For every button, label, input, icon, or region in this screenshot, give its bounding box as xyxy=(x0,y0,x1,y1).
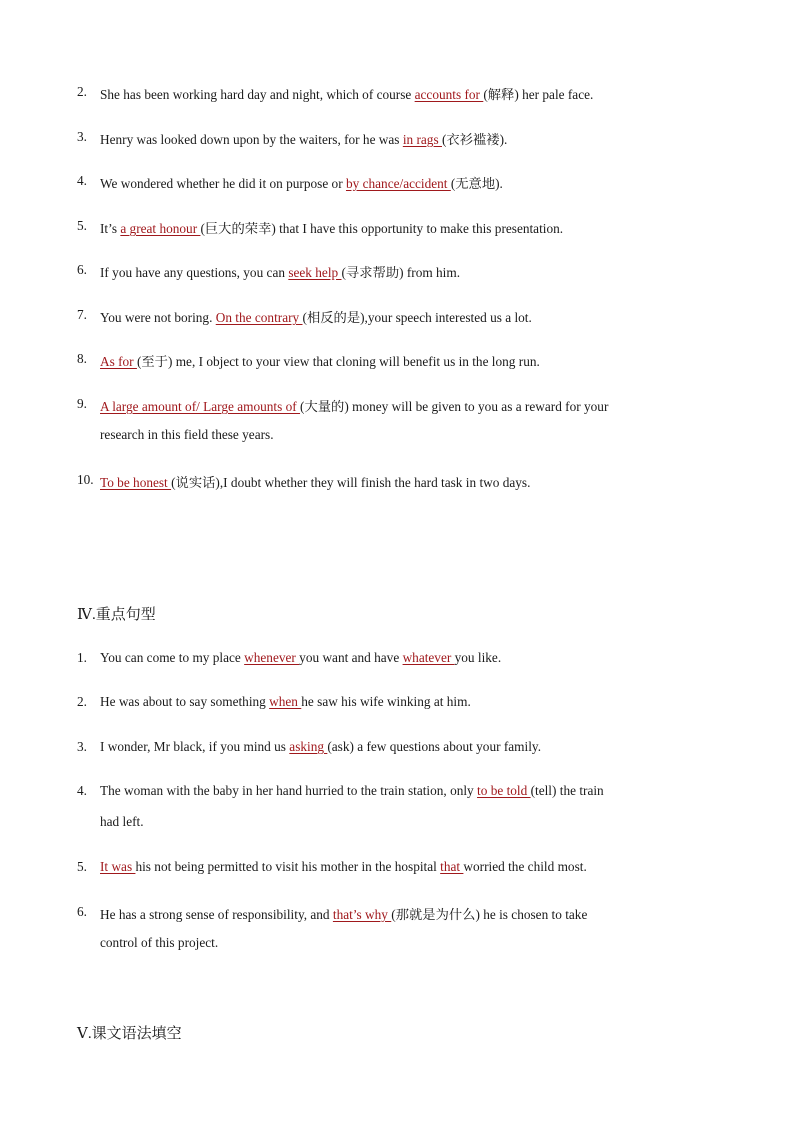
list-item: He was about to say something when he saw his wife winking at him. xyxy=(100,694,471,709)
answer: that xyxy=(440,859,464,874)
list-item: If you have any questions, you can seek help (寻求帮助) from him. xyxy=(100,265,461,280)
section-5-heading: Ⅴ.课文语法填空 xyxy=(77,1026,182,1042)
answer: when xyxy=(269,694,302,709)
item-number: 2. xyxy=(77,694,87,709)
list-item: We wondered whether he did it on purpose or by chance/accident (无意地). xyxy=(100,176,503,191)
item-number: 6. xyxy=(77,262,87,277)
item-number: 7. xyxy=(77,307,87,322)
list-item: A large amount of/ Large amounts of (大量的) money will be given to you as a reward for your xyxy=(100,399,609,414)
list-item: To be honest (说实话),I doubt whether they will finish the hard task in two days. xyxy=(100,475,531,490)
answer: A large amount of/ Large amounts of xyxy=(100,399,301,414)
item-number: 5. xyxy=(77,859,87,874)
item-number: 2. xyxy=(77,84,87,99)
answer: to be told xyxy=(477,783,531,798)
item-number: 8. xyxy=(77,351,87,366)
answer: To be honest xyxy=(100,475,172,490)
item-number: 3. xyxy=(77,129,87,144)
list-item-continuation: had left. xyxy=(100,814,144,829)
answer: As for xyxy=(100,354,137,369)
answer: in rags xyxy=(402,132,442,147)
item-number: 9. xyxy=(77,396,87,411)
answer: accounts for xyxy=(414,87,484,102)
list-item: Henry was looked down upon by the waiters, for he was in rags (衣衫褴褛). xyxy=(100,132,508,147)
list-item: As for (至于) me, I object to your view that cloning will benefit us in the long run. xyxy=(100,354,540,369)
item-number: 5. xyxy=(77,218,87,233)
answer: It was xyxy=(100,859,136,874)
item-number: 10. xyxy=(77,472,94,487)
list-item: It’s a great honour (巨大的荣幸) that I have this opportunity to make this presentation. xyxy=(100,221,564,236)
list-item: He has a strong sense of responsibility, and that’s why (那就是为什么) he is chosen to take xyxy=(100,907,588,922)
list-item: You were not boring. On the contrary (相反的是),your speech interested us a lot. xyxy=(100,310,532,325)
item-number: 6. xyxy=(77,904,87,919)
item-number: 1. xyxy=(77,650,87,665)
answer: asking xyxy=(289,739,328,754)
list-item-continuation: research in this field these years. xyxy=(100,427,274,442)
answer: that’s why xyxy=(332,907,392,922)
list-item: I wonder, Mr black, if you mind us asking (ask) a few questions about your family. xyxy=(100,739,542,754)
list-item-continuation: control of this project. xyxy=(100,935,219,950)
list-item: She has been working hard day and night, which of course accounts for (解释) her pale face. xyxy=(100,87,594,102)
list-item: You can come to my place whenever you want and have whatever you like. xyxy=(100,650,502,665)
list-item: The woman with the baby in her hand hurried to the train station, only to be told (tell) the train xyxy=(100,783,604,798)
section-4-heading: Ⅳ.重点句型 xyxy=(77,607,156,623)
answer: seek help xyxy=(288,265,342,280)
item-number: 4. xyxy=(77,783,87,798)
item-number: 3. xyxy=(77,739,87,754)
answer: a great honour xyxy=(120,221,201,236)
answer: whenever xyxy=(244,650,300,665)
answer: by chance/accident xyxy=(345,176,451,191)
item-number: 4. xyxy=(77,173,87,188)
answer: On the contrary xyxy=(215,310,303,325)
list-item: It was his not being permitted to visit his mother in the hospital that worried the child most. xyxy=(100,859,587,874)
answer: whatever xyxy=(402,650,455,665)
